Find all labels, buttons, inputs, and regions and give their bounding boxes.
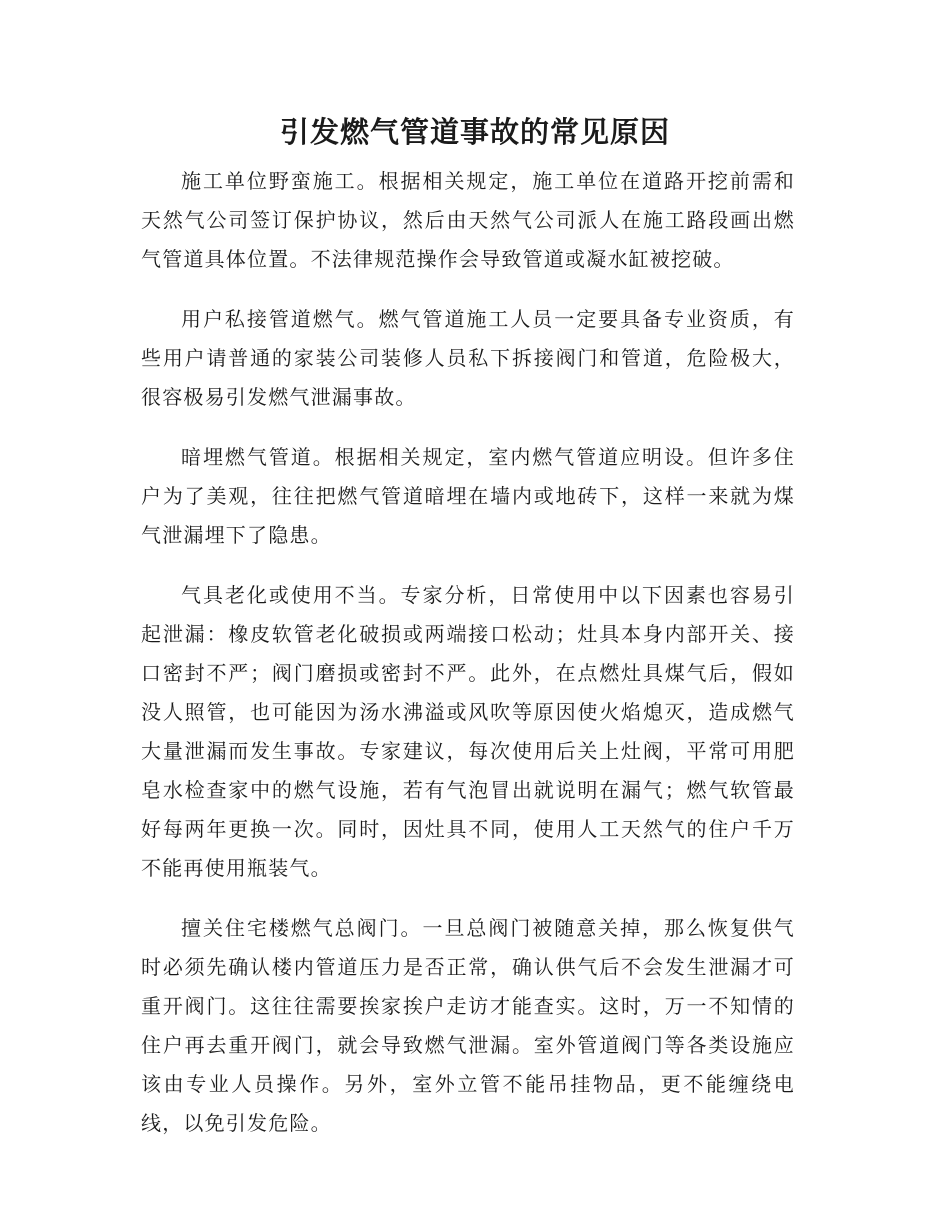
paragraph: 用户私接管道燃气。燃气管道施工人员一定要具备专业资质，有些用户请普通的家装公司装修人员私下拆接阀门和管道，危险极大，很容极易引发燃气泄漏事故。 bbox=[141, 307, 795, 409]
document-body bbox=[141, 162, 795, 1164]
paragraph: 擅关住宅楼燃气总阀门。一旦总阀门被随意关掉，那么恢复供气时必须先确认楼内管道压力是否正常，确认供气后不会发生泄漏才可重开阀门。这往往需要挨家挨户走访才能查实。这时，万一不知情的住户再去重开阀门，就会导致燃气泄漏。室外管道阀门等各类设施应该由专业人员操作。另外，室外立管不能吊挂物品，更不能缠绕电线，以免引发危险。 bbox=[141, 916, 795, 1135]
paragraph: 暗埋燃气管道。根据相关规定，室内燃气管道应明设。但许多住户为了美观，往往把燃气管道暗埋在墙内或地砖下，这样一来就为煤气泄漏埋下了隐患。 bbox=[141, 445, 795, 547]
document-title: 引发燃气管道事故的常见原因 bbox=[279, 115, 670, 149]
paragraph: 气具老化或使用不当。专家分析，日常使用中以下因素也容易引起泄漏：橡皮软管老化破损或两端接口松动；灶具本身内部开关、接口密封不严；阀门磨损或密封不严。此外，在点燃灶具煤气后，假如没人照管，也可能因为汤水沸溢或风吹等原因使火焰熄灭，造成燃气大量泄漏而发生事故。专家建议，每次使用后关上灶阀，平常可用肥皂水检查家中的燃气设施，若有气泡冒出就说明在漏气；燃气软管最好每两年更换一次。同时，因灶具不同，使用人工天然气的住户千万不能再使用瓶装气。 bbox=[141, 583, 795, 880]
paragraph: 施工单位野蛮施工。根据相关规定，施工单位在道路开挖前需和天然气公司签订保护协议，然后由天然气公司派人在施工路段画出燃气管道具体位置。不法律规范操作会导致管道或凝水缸被挖破。 bbox=[141, 169, 795, 271]
